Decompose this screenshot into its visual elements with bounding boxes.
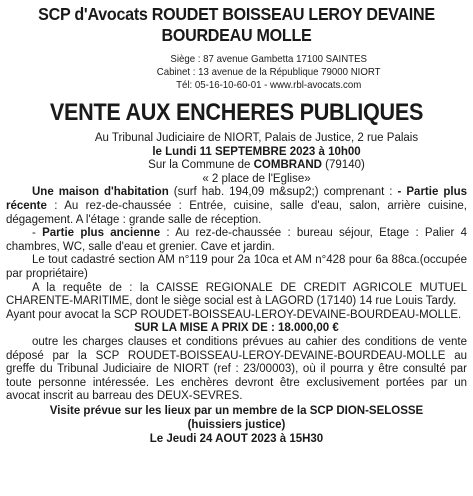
ancienne-details: : Au rez-de-chaussée : bureau séjour, Etage : Palier 4 chambres, WC, salle d'eau et grenier. Cave et jardin. xyxy=(6,227,467,253)
requete-info: A la requête de : la CAISSE REGIONALE DE CREDIT AGRICOLE MUTUEL CHARENTE-MARITIME, dont le siège social est à LAGORD (17140) 14 rue Louis Tardy. xyxy=(6,281,467,308)
recente-label: - Partie plus récente xyxy=(6,186,467,212)
maison-surface: (surf hab. 194,09 m&sup2;) comprenant : xyxy=(168,186,398,199)
visit-date: Le Jeudi 24 AOUT 2023 à 15H30 xyxy=(149,432,324,445)
phone-website: Tél: 05-16-10-60-01 - www.rbl-avocats.com xyxy=(176,79,362,91)
court-location: Au Tribunal Judiciaire de NIORT, Palais de Justice, 2 rue Palais xyxy=(94,132,419,144)
starting-price: SUR LA MISE A PRIX DE : 18.000,00 € xyxy=(134,322,339,335)
charges-info: outre les charges clauses et conditions prévues au cahier des conditions de vente déposé par la SCP ROUDET-BOISSEAU-LEROY-DEVAINE-BOURDEAU-MOLLE au greffe du Tribunal Judiciaire de NIORT (ref : 23/00003), où il pourra y être consulté par toute personne intéressée. Les enchères devront être exclusivement portées par un avocat inscrit au barreau des DEUX-SEVRES. xyxy=(6,335,467,403)
commune-name: COMBRAND xyxy=(253,159,322,172)
property-address: « 2 place de l'Eglise» xyxy=(202,172,311,185)
maison-label: Une maison d'habitation xyxy=(32,186,169,199)
commune-line xyxy=(46,159,467,173)
visit-info xyxy=(6,404,467,446)
ancienne-description xyxy=(6,227,467,254)
court-info xyxy=(6,132,467,186)
charges-body xyxy=(6,336,467,404)
recente-details: : Au rez-de-chaussée : Entrée, cuisine, salle d'eau, salon, arrière cuisine, dégagement. A l'étage : grande salle de réception. xyxy=(6,199,467,226)
firm-name-line1: SCP d'Avocats ROUDET BOISSEAU LEROY DEVAINE xyxy=(38,4,435,24)
siege-address: Siège : 87 avenue Gambetta 17100 SAINTES xyxy=(170,53,367,65)
avocat-info: Ayant pour avocat la SCP ROUDET-BOISSEAU-LEROY-DEVAINE-BOURDEAU-MOLLE. xyxy=(6,308,462,321)
ancienne-label: Partie plus ancienne xyxy=(42,227,161,240)
commune-prefix: Sur la Commune de xyxy=(148,159,254,172)
cabinet-address: Cabinet : 13 avenue de la République 79000 NIORT xyxy=(156,66,381,78)
visit-line1: Visite prévue sur les lieux par un membre de la SCP DION-SELOSSE xyxy=(49,404,424,417)
visit-line2: (huissiers justice) xyxy=(187,418,286,431)
notice-headline: VENTE AUX ENCHERES PUBLIQUES xyxy=(49,99,424,126)
notice-body xyxy=(6,186,467,322)
auction-date: le Lundi 11 SEPTEMBRE 2023 à 10h00 xyxy=(152,145,361,158)
commune-postcode: (79140) xyxy=(321,159,365,172)
firm-contact xyxy=(24,53,448,92)
ancienne-prefix: - xyxy=(32,227,43,240)
firm-name-line2: BOURDEAU MOLLE xyxy=(161,25,312,45)
property-description xyxy=(6,186,467,227)
cadastre-info: Le tout cadastré section AM n°119 pour 2a 10ca et AM n°428 pour 6a 88ca.(occupée par propriétaire) xyxy=(6,254,467,280)
